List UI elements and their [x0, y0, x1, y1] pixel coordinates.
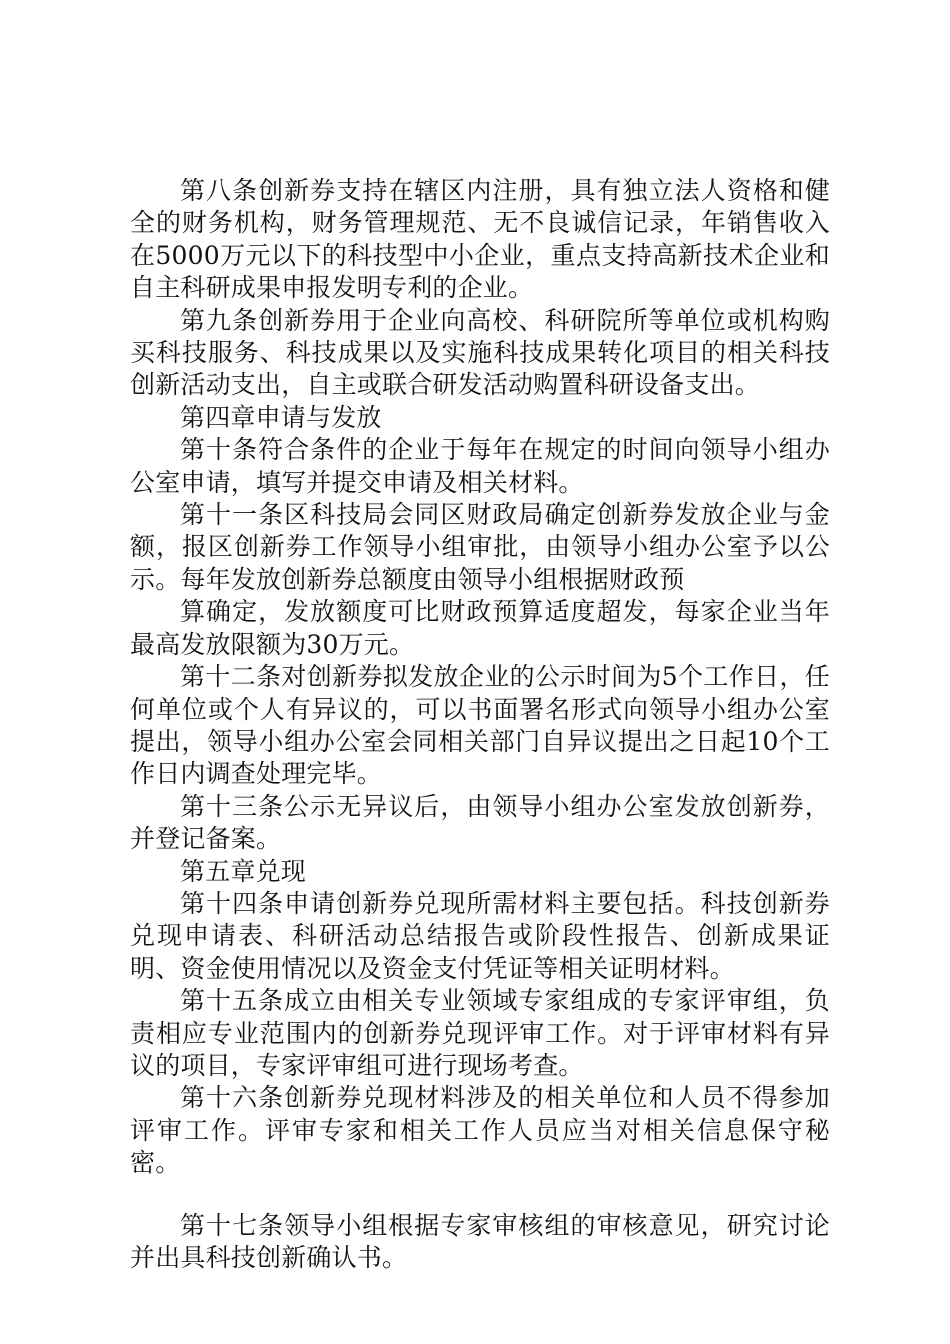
article-13-paragraph: 第十三条公示无异议后，由领导小组办公室发放创新券，并登记备案。 — [130, 791, 830, 854]
article-10-paragraph: 第十条符合条件的企业于每年在规定的时间向领导小组办公室申请，填写并提交申请及相关材料。 — [130, 435, 830, 497]
article-17-paragraph: 第十七条领导小组根据专家审核组的审核意见，研究讨论并出具科技创新确认书。 — [130, 1210, 830, 1272]
article-8-paragraph: 第八条创新券支持在辖区内注册，具有独立法人资格和健全的财务机构，财务管理规范、无不良诚信记录，年销售收入在5000万元以下的科技型中小企业，重点支持高新技术企业和自主科研成果申报发明专利的企业。 — [130, 176, 830, 303]
article-15-paragraph: 第十五条成立由相关专业领域专家组成的专家评审组，负责相应专业范围内的创新券兑现评审工作。对于评审材料有异议的项目，专家评审组可进行现场考查。 — [130, 986, 830, 1080]
document-body — [130, 175, 830, 1274]
article-16-paragraph: 第十六条创新券兑现材料涉及的相关单位和人员不得参加评审工作。评审专家和相关工作人员应当对相关信息保守秘密。 — [130, 1083, 830, 1178]
chapter-5-heading: 第五章兑现 — [180, 856, 307, 886]
article-14-paragraph: 第十四条申请创新券兑现所需材料主要包括。科技创新券兑现申请表、科研活动总结报告或阶段性报告、创新成果证明、资金使用情况以及资金支付凭证等相关证明材料。 — [130, 888, 830, 983]
chapter-4-heading: 第四章申请与发放 — [180, 402, 382, 432]
article-12-paragraph: 第十二条对创新券拟发放企业的公示时间为5个工作日，任何单位或个人有异议的，可以书面署名形式向领导小组办公室提出，领导小组办公室会同相关部门自异议提出之日起10个工作日内调查处理完毕。 — [130, 662, 830, 789]
article-11-continuation-paragraph: 算确定，发放额度可比财政预算适度超发，每家企业当年最高发放限额为30万元。 — [130, 597, 830, 659]
article-9-paragraph: 第九条创新券用于企业向高校、科研院所等单位或机构购买科技服务、科技成果以及实施科技成果转化项目的相关科技创新活动支出，自主或联合研发活动购置科研设备支出。 — [130, 305, 830, 400]
article-11-paragraph: 第十一条区科技局会同区财政局确定创新券发放企业与金额，报区创新券工作领导小组审批，由领导小组办公室予以公示。每年发放创新券总额度由领导小组根据财政预 — [130, 500, 830, 594]
